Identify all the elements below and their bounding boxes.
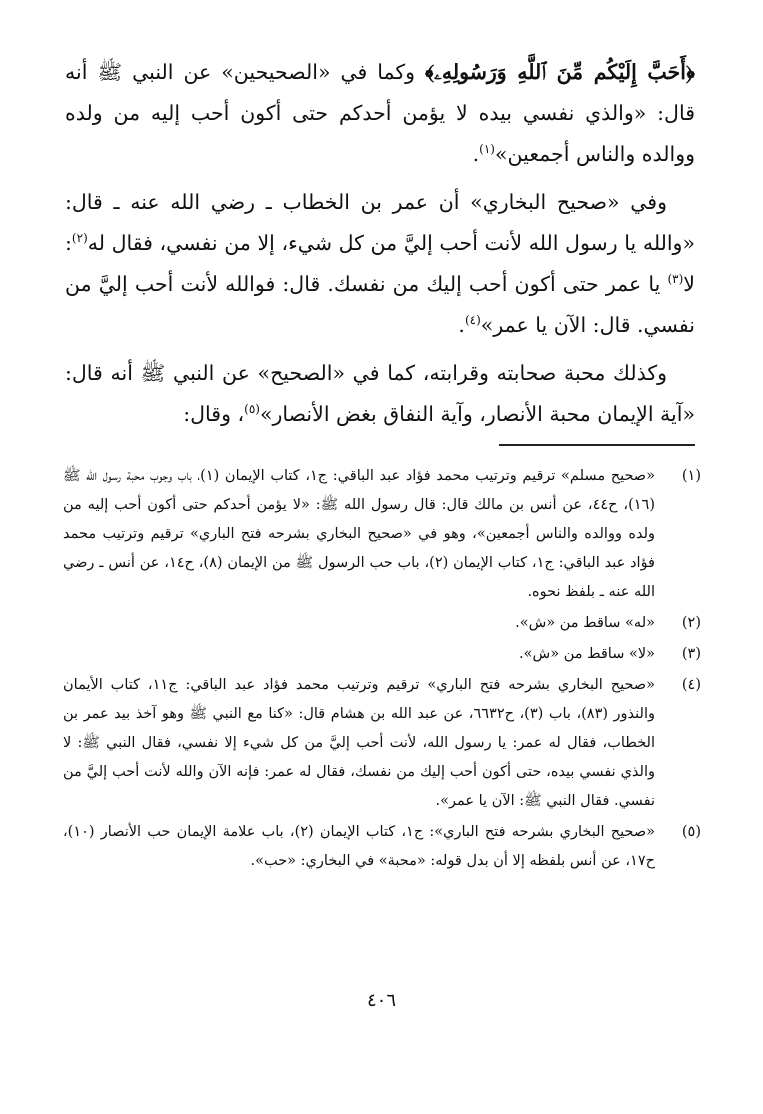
footnote-number: (٢) xyxy=(681,615,701,631)
footnote-text: «صحيح البخاري بشرحه فتح الباري»: ج١، كتاب الإيمان (٢)، باب علامة الإيمان حب الأنصار (١٠)، ح١٧، عن أنس بلفظه إلا أن بدل قوله: «محبة» في البخاري: «حب». xyxy=(63,824,656,869)
quran-verse: ﴿أَحَبَّ إِلَيْكُم مِّنَ ٱللَّهِ وَرَسُولِهِۦ﴾ xyxy=(425,60,695,84)
paragraph-2-text-c: يا عمر حتى أكون أحب إليك من نفسك. قال: فوالله لأنت أحب إليَّ من نفسي. قال: الآن يا عمر» xyxy=(65,272,695,337)
paragraph-2-text-b: : لا xyxy=(65,231,695,296)
paragraph-2-text-a: وفي «صحيح البخاري» أن عمر بن الخطاب ـ رضي الله عنه ـ قال: «والله يا رسول الله لأنت أحب إليَّ من كل شيء، إلا من نفسي، فقال له xyxy=(65,190,695,255)
footnote-ref-5: (٥) xyxy=(244,402,260,417)
footnote-2 xyxy=(63,609,701,638)
footnote-divider xyxy=(499,444,695,446)
paragraph-1 xyxy=(65,52,695,175)
paragraph-3 xyxy=(65,353,695,435)
paragraph-2-tail: . xyxy=(458,313,465,337)
page-number: ٤٠٦ xyxy=(366,990,396,1011)
main-text xyxy=(65,52,695,442)
footnote-number: (٤) xyxy=(681,677,701,693)
footnote-5 xyxy=(63,818,701,876)
footnote-ref-3: (٣) xyxy=(667,272,684,287)
paragraph-2 xyxy=(65,182,695,346)
footnote-text: «له» ساقط من «ش». xyxy=(515,615,655,631)
footnote-text: «صحيح مسلم» ترقيم وترتيب محمد فؤاد عبد الباقي: ج١، كتاب الإيمان (١)، باب وجوب محبة رسول الله ﷺ (١٦)، ح٤٤، عن أنس بن مالك قال: قال رسول الله ﷺ: «لا يؤمن أحدكم حتى أكون أحب إليه من ولده ووالده والناس أجمعين»، وهو في «صحيح البخاري بشرحه فتح الباري» ترقيم وترتيب محمد فؤاد عبد الباقي: ج١، كتاب الإيمان (٢)، باب حب الرسول ﷺ من الإيمان (٨)، ح١٤، عن أنس ـ رضي الله عنه ـ بلفظ نحوه. xyxy=(63,468,655,600)
footnote-number: (٣) xyxy=(681,646,701,662)
paragraph-3-tail: ، وقال: xyxy=(183,402,245,426)
paragraph-3-text: وكذلك محبة صحابته وقرابته، كما في «الصحيح» عن النبي ﷺ أنه قال: «آية الإيمان محبة الأنصار، وآية النفاق بغض الأنصار» xyxy=(65,361,695,426)
footnote-3 xyxy=(63,640,701,669)
footnote-4 xyxy=(63,671,701,816)
paragraph-1-tail: . xyxy=(472,142,480,166)
footnote-text: «لا» ساقط من «ش». xyxy=(519,646,655,662)
footnote-ref-4: (٤) xyxy=(464,313,481,328)
footnote-ref-2: (٢) xyxy=(71,231,88,246)
footnote-text: «صحيح البخاري بشرحه فتح الباري» ترقيم وترتيب محمد فؤاد عبد الباقي: ج١١، كتاب الأيمان والنذور (٨٣)، باب (٣)، ح٦٦٣٢، عن عبد الله بن هشام قال: «كنا مع النبي ﷺ وهو آخذ بيد عمر بن الخطاب، فقال له عمر: يا رسول الله، لأنت أحب إليَّ من كل شيء إلا نفسي، فقال النبي ﷺ: لا والذي نفسي بيده، حتى أكون أحب إليك من نفسك، فقال له عمر: فإنه الآن والله لأنت أحب إليَّ من نفسي. فقال النبي ﷺ: الآن يا عمر». xyxy=(63,677,655,809)
footnote-number: (٥) xyxy=(681,824,701,840)
footnote-ref-1: (١) xyxy=(479,142,495,157)
paragraph-1-text: وكما في «الصحيحين» عن النبي ﷺ أنه قال: «والذي نفسي بيده لا يؤمن أحدكم حتى أكون أحب إليه من ولده ووالده والناس أجمعين» xyxy=(65,60,695,166)
footnote-number: (١) xyxy=(681,468,701,484)
footnote-1 xyxy=(63,462,701,607)
footnotes-section xyxy=(63,462,701,878)
